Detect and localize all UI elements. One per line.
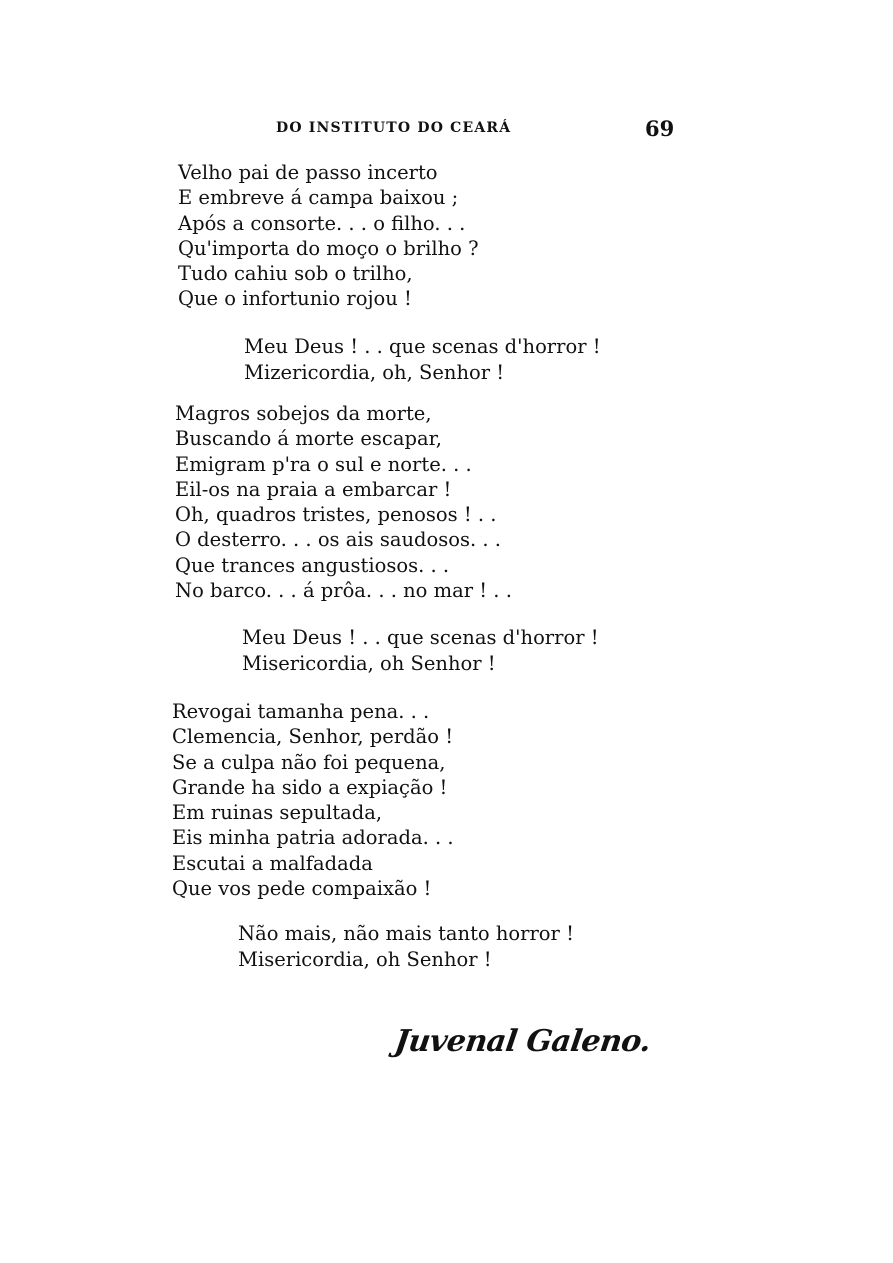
running-title: DO INSTITUTO DO CEARÁ: [276, 120, 512, 136]
refrain-1: [244, 334, 601, 386]
verse-line: Buscando á morte escapar,: [175, 427, 442, 451]
stanza-3: [172, 699, 454, 901]
verse-line: Emigram p'ra o sul e norte. . .: [175, 452, 472, 476]
verse-line: E embreve á campa baixou ;: [178, 186, 459, 210]
refrain-line: Meu Deus ! . . que scenas d'horror !: [244, 335, 601, 358]
verse-line: Eis minha patria adorada. . .: [172, 826, 454, 850]
refrain-line: Mizericordia, oh, Senhor !: [244, 360, 505, 384]
refrain-line: Não mais, não mais tanto horror !: [238, 922, 574, 945]
refrain-line: Meu Deus ! . . que scenas d'horror !: [242, 626, 599, 649]
verse-line: Se a culpa não foi pequena,: [172, 750, 446, 774]
verse-line: Clemencia, Senhor, perdão !: [172, 725, 454, 749]
verse-line: Revogai tamanha pena. . .: [172, 700, 430, 723]
refrain-2: [242, 625, 599, 677]
page-number: 69: [645, 116, 675, 141]
page-header: [0, 118, 893, 144]
verse-line: Eil-os na praia a embarcar !: [175, 477, 452, 501]
author-signature: Juvenal Galeno.: [392, 1024, 653, 1059]
refrain-line: Misericordia, oh Senhor !: [238, 947, 492, 971]
verse-line: No barco. . . á prôa. . . no mar ! . .: [175, 579, 512, 603]
stanza-1: [178, 160, 479, 312]
verse-line: Grande ha sido a expiação !: [172, 775, 448, 799]
verse-line: Oh, quadros tristes, penosos ! . .: [175, 503, 497, 527]
verse-line: Escutai a malfadada: [172, 851, 373, 875]
verse-line: O desterro. . . os ais saudosos. . .: [175, 528, 501, 552]
stanza-2: [175, 401, 512, 603]
refrain-line: Misericordia, oh Senhor !: [242, 651, 496, 675]
verse-line: Que vos pede compaixão !: [172, 877, 432, 901]
verse-line: Em ruinas sepultada,: [172, 801, 383, 825]
refrain-3: [238, 921, 574, 973]
verse-line: Tudo cahiu sob o trilho,: [178, 262, 413, 286]
verse-line: Após a consorte. . . o filho. . .: [178, 211, 466, 235]
verse-line: Que trances angustiosos. . .: [175, 553, 450, 577]
verse-line: Magros sobejos da morte,: [175, 402, 432, 425]
verse-line: Que o infortunio rojou !: [178, 287, 412, 311]
verse-line: Qu'importa do moço o brilho ?: [178, 236, 479, 260]
verse-line: Velho pai de passo incerto: [178, 161, 438, 184]
